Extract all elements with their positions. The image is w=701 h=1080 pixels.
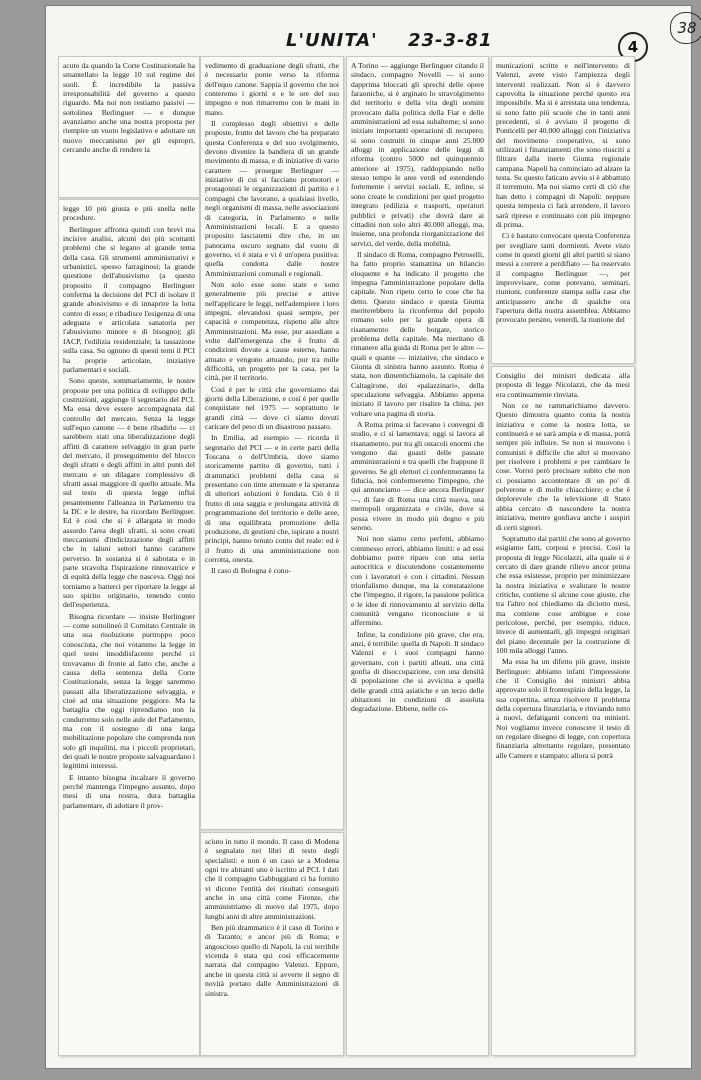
paragraph: Ben più drammatico è il caso di Torino e di Taranto; e ancor più di Roma; e angoscioso quello di Napoli, la cui terribile vicenda è stata qui così efficacemente narrata dal compagno Valenzi. Eppure, anche in questa città si avverte il segno di novità portato dalle Amministrazioni di sinistra. (205, 923, 339, 998)
article-column-3 (347, 57, 488, 714)
paragraph: Noi non siamo certo perfetti, abbiamo commesso errori, abbiamo limiti: e ad essi dobbiamo porre riparo con una seria autocritica e discutendone costantemente con i lavoratori e con i cittadini. Nessun trionfalismo dunque, ma la constatazione che l'impegno, il rigore, la passione politica e le idee di rinnovamento al servizio della comunità vengano riconosciute e si affermino. (351, 534, 484, 628)
paragraph: Il complesso degli obiettivi e delle proposte, frutto del lavoro che ha preparato questa Conferenza e del suo svolgimento, devono divenire la bandiera di un grande movimento di massa, e di iniziative di vario carattere — prosegue Berlinguer — iniziative di cui si facciano promotori e protagonisti le organizzazioni di partito e i compagni che lavorano, a qualsiasi livello, negli organismi di massa, nelle associazioni di categoria, in Parlamento e nelle Amministrazioni locali. E a questo proposito lasciatemi dire che, in un panorama oscuro segnato dal vuoto di governo, vi è stata e vi è un'opera positiva: quella condotta dalle nostre Amministrazioni comunali e regionali. (205, 119, 339, 278)
article-column-4a (492, 57, 634, 325)
paragraph: Consiglio dei ministri dedicata alla proposta di legge Nicolazzi, che da mesi era continuamente rinviata. (496, 371, 630, 399)
paragraph: Sono queste, sommariamente, le nostre proposte per una politica di sviluppo delle costruzioni, aggiunge il segretario del PCI. Ma essa deve essere accompagnata dal controllo del mercato. Senza la legge sull'equo canone — è bene ribadirlo — ci sarebbero stati una liberalizzazione degli affitti di carattere selvaggio in gran parte del mercato, il proseguimento del blocco degli sfratti e degli affitti in altri punti del mercato e un dilagare complessivo di sfratti assai maggiore di quello attuale. Ma sul testo di questa legge influì pesantemente l'alleanza in Parlamento tra la DC e le destre, ha ricordato Berlinguer. Ed è così che si è allargata in modo assurdo l'area degli sfratti, si sono creati meccanismi d'indicizzazione degli affitti che in taluni settori hanno carattere perverso. In sostanza si è sabotata e in parte stravolta l'ispirazione rinnovatrice e di equità della legge che nasceva. Oggi noi torniamo a batterci per riportare la legge al suo spirito originario, tenendo conto dell'esperienza. (63, 376, 195, 610)
clipping-col4-top (491, 56, 635, 364)
paragraph: Berlinguer affronta quindi con brevi ma incisive analisi, alcuni dei più scottanti problemi che si legano al grande tema della casa. Gli strumenti amministrativi e urbanistici, spesso farraginosi; la grande questione dell'abusivismo (a questo proposito il compagno Berlinguer conferma la decisione del PCI di isolare il grande abusivismo e di innaprire la lotta contro di esso; e ribadisce l'esigenza di una adeguata e articolata sanatoria per l'abusivismo minore e di bisogno); gli IACP, l'edilizia residenziale; la tassazione sulla casa. Su ognuno di questi temi il PCI ha proprie articolate, iniziative parlamentari e sociali. (63, 224, 195, 374)
paragraph: Infine, la condizione più grave, che era, anzi, è terribile: quella di Napoli. Il sindaco Valenzi e i suoi compagni hanno governato, con i partiti alleati, una città gonfia di disoccupazione, con una densità di popolazione che si avvicina a quella delle grandi città asiatiche e un terzo delle abitazioni in condizioni di assoluta degradazione. Ebbene, nelle co- (351, 629, 484, 714)
clipping-col3 (346, 56, 489, 1056)
paragraph: Bisogna ricordare — insiste Berlinguer — come sottolineò il Comitato Centrale in una sua risoluzione purtroppo poco conosciuta, che noi votammo la legge in quel testo insoddisfacente perché ci trovavamo di fronte al fatto che, anche a causa della sentenza della Corte Costituzionale, senza la legge saremmo passati alla liberalizzazione selvaggia, e cioè ad una situazione peggiore. Ma la battaglia che oggi riprendiamo non la condurremo solo nelle aule del Parlamento, ma con il sostegno di una larga mobilitazione popolare che comprenda non solo gli inquilini, ma i piccoli proprietari, dei quali le nostre proposte salvaguardano i legittimi interessi. (63, 611, 196, 771)
paragraph: Non solo esse sono state e sono generalmente più precise e attive nell'applicare le leggi, nell'adempiere i loro impegni, elevandosi quasi sempre, per capacità e competenza, rispetto alle altre Amministrazioni. Ma esse, pur assediate a volte dall'emergenza che è frutto di condizioni dovute a cause esterne, hanno attuato e vengono attuando, pur tra mille difficoltà, un progetto per la casa, per la città, per il territorio. (205, 279, 339, 383)
clipping-col2-top (200, 56, 344, 830)
handwritten-newspaper-name: L'UNITA' (286, 30, 378, 51)
article-column-2a (201, 57, 343, 576)
article-column-1b (59, 200, 199, 810)
article-column-4b (492, 367, 634, 760)
circled-page-number: 4 (618, 32, 648, 62)
handwritten-date: 23-3-81 (408, 30, 493, 51)
paragraph: sciuto in tutto il mondo. Il caso di Modena è segnalato nei libri di testo degli specialisti: e non è un caso se a Modena ogni tre abitanti uno è iscritto al PCI. I dati che il compagno Gabbuggiani ci ha fornito vi dicono l'entità dei risultati conseguiti anche in una città come Firenze, che amministriamo di nuovo dal 1975, dopo lunghi anni di altre amministrazioni. (205, 837, 339, 921)
paragraph: Il caso di Bologna è cono- (211, 566, 291, 576)
paragraph: Così è per le città che governiamo dai giorni della Liberazione, e così è per quelle conquistate nel 1975 — soprattutto le grandi città — dove ci siamo dovuti caricare del peso di un disastroso passato. (205, 384, 339, 432)
clipping-col4-bottom (491, 366, 635, 1056)
paragraph: Ma essa ha un difetto più grave, insiste Berlinguer: abbiamo infatti l'impressione che il Consiglio dei ministri abbia approvato solo il frontespizio della legge, la sua copertina, senza risolvere il problema della copertura finanziaria, e rinviando tutto a nuovi, defatiganti concerti tra ministri. Noi vogliamo invece conoscere il testo di un regolare disegno di legge, con copertura finanziaria altrettanto regolare, presentato alle Camere e stampato: allora si potrà (496, 657, 630, 760)
corner-archive-number: 38 (670, 12, 701, 44)
paragraph: E intanto bisogna incalzare il governo perché mantenga l'impegno assunto, dopo mesi di una nostra, dura battaglia parlamentare, di adottare il prov- (63, 772, 195, 810)
clipping-col1-bottom (58, 199, 200, 1056)
paragraph: Il sindaco di Roma, compagno Petroselli, ha fatto proprio stamattina un bilancio eloquente e ha indicato il progetto che impegna l'amministrazione popolare della capitale. Non ripeto certo le cose che ha detto. Questo sindaco e questa Giunta meriterebbero la riconferma del popolo romano solo per la grande opera di risanamento delle borgate, storico problema della capitale. Ma meritano di rimanere alla guida di Roma per le altre — quali e quante — iniziative, che sindaco e Giunta di sinistra hanno assunto. Roma è stata, non dimentichiamolo, la capitale dei Caltagirone, dei «palazzinari», della speculazione selvaggia. Abbiamo appena iniziato il lavoro per risalire la china, per voltare una pagina di storia. (351, 249, 484, 418)
photocopy-sheet (46, 6, 697, 1068)
paragraph: A Torino — aggiunge Berlinguer citando il sindaco, compagno Novelli — si sono dapprima bloccati gli sprechi delle opere faraoniche, si è arginato lo stravolgimento del territorio e della vita degli uomini provocato dalla politica della Fiat e delle amministrazioni ad essa subalterne; si sono iniziate importanti operazioni di recupero; si sono costruiti in cinque anni 25.000 alloggi in applicazione delle leggi di riforma (contro 5000 nel quinquennio anteriore al 1975), raddoppiando nello stesso tempo le aree verdi ed estendendo fortemente i servizi sociali. E, infine, si sono create le condizioni per quel progetto integrato (edilizia e trasporti, operatori pubblici e privati) che dovrà dare ai cittadini non solo altri 40.000 alloggi, ma, insieme, una profonda riorganizzazione dei servizi, del verde, della mobilità. (351, 61, 484, 248)
paragraph: A Roma prima si facevano i convegni di studio, e ci si lamentava; oggi si lavora al risanamento, pur tra gli ostacoli enormi che vengono dai guasti delle passate amministrazioni e tra quelli che frappone il governo. Se gli elettori ci confermeranno la fiducia, noi confermeremo l'impegno, che qui annunciamo — dice ancora Berlinguer —, di fare di Roma una città nuova, una metropoli organizzata e civile, dove si possa vivere in modo più degno e più sereno. (351, 420, 484, 532)
paragraph: municazioni scritte e nell'intervento di Valenzi, avete visto l'ampiezza degli interventi realizzati. Non si è davvero capovolta la situazione perché questo era impossibile. Ma si è arrestata una tendenza, si sono fatte più scuole che in tanti anni precedenti, si è avviato il progetto di Ponticelli per 40.000 alloggi con l'iniziativa del movimento cooperativo, si sono utilizzati i finanziamenti che sono riusciti a filtrare dalla inerte Giunta regionale campana. Napoli ha cominciato ad alzare la testa. Su questo faticato avvio si è abbattuto il terremoto. Ma noi siamo certi di ciò che han detto i compagni di Napoli: neppure questa tempesta ci farà arrendere, il lavoro sarà ripreso e continuato con più impegno di prima. (496, 61, 630, 229)
article-column-2b (201, 833, 343, 998)
clipping-col2-bottom (200, 832, 344, 1056)
paragraph: Non ce ne rammarichiamo davvero. Questo dimostra quanto conta la nostra iniziativa e come la nostra lotta, se continuerà e se sarà ampia e di massa, potrà sempre più influire. Se non si muovono i comunisti è difficile che altri si muovano per risolvere i problemi e per cambiare le cose. Vorrei però precisare subito che non ci possiamo accontentare di un po' di polverone e di molte chiacchiere; e che è deplorevole che la televisione di Stato abbia cercato di nascondere la nostra iniziativa, mentre gonfiava anche i sospiri di certi signori. (496, 401, 630, 532)
clipping-col1-top (58, 56, 200, 198)
article-column-1a (59, 57, 199, 154)
paragraph: acuto da quando la Corte Costituzionale ha smantellato la legge 10 sul regime dei suoli. È incredibile la passiva irresponsabilità del governo a questo riguardo. Ma noi non restiamo passivi — sottolinea Berlinguer — e dunque avanziamo anche una nostra proposta per riempire un vuoto legislativo e adottare un nuovo meccanismo per gli espropri, cercando anche di rendere la (63, 61, 195, 155)
paragraph: vedimento di graduazione degli sfratti, che è necessario ponte verso la riforma dell'equo canone. Sappia il governo che noi conteremo i giorni e e le ore del suo impegno e non rimarremo con le mani in mano. (205, 61, 339, 117)
paragraph: Soprattutto dai partiti che sono al governo esigiamo fatti, corposi e precisi. Così la proposta di legge Nicolazzi, alla quale si è cercato di dare grande rilievo ancor prima che essa esistesse, proprio per minimizzare la nostra iniziativa e svalutare le nostre critiche, contiene sì alcune cose giuste, che tra l'altro noi chiediamo da diciotto mesi, ma contiene cose ambigue e cose pericolose, perché, per esempio, riduce, invece di aumentarli, gli impegni originari del piano decennale per la costruzione di 100 mila alloggi l'anno. (496, 533, 630, 655)
paragraph: legge 10 più giusta e più snella nelle procedure. (63, 204, 195, 223)
paragraph: In Emilia, ad esempio — ricorda il segretario del PCI — e in certe parti della Toscana o dell'Umbria, dove siamo storicamente partito di governo, tutti i drammatici problemi della casa si presentano con tinte attenuate e la speranza di ulteriori soluzioni è fondata. Ciò è il frutto di una saggia e prolungata attività di programmazione del territorio e delle aree, di una equilibrata promozione della produzione, di gestioni che, ispirate a nostri principi, hanno tenuto conto del reale: ed è il frutto di una amministrazione non corrotta, onesta. (205, 433, 339, 564)
paragraph: Ci è bastato convocare questa Conferenza per svegliare tanti dormienti. Avete visto come in questi giorni gli altri partiti si siano messi a correre a perdifiato — ha osservato il compagno Berlinguer —, per improvvisare, come potevano, seminari, riunioni, conferenze stampa sulla casa che anticipassero anche di qualche ora l'apertura della nostra assemblea. Abbiamo provocato persino, venerdì, la riunione del (496, 231, 630, 325)
